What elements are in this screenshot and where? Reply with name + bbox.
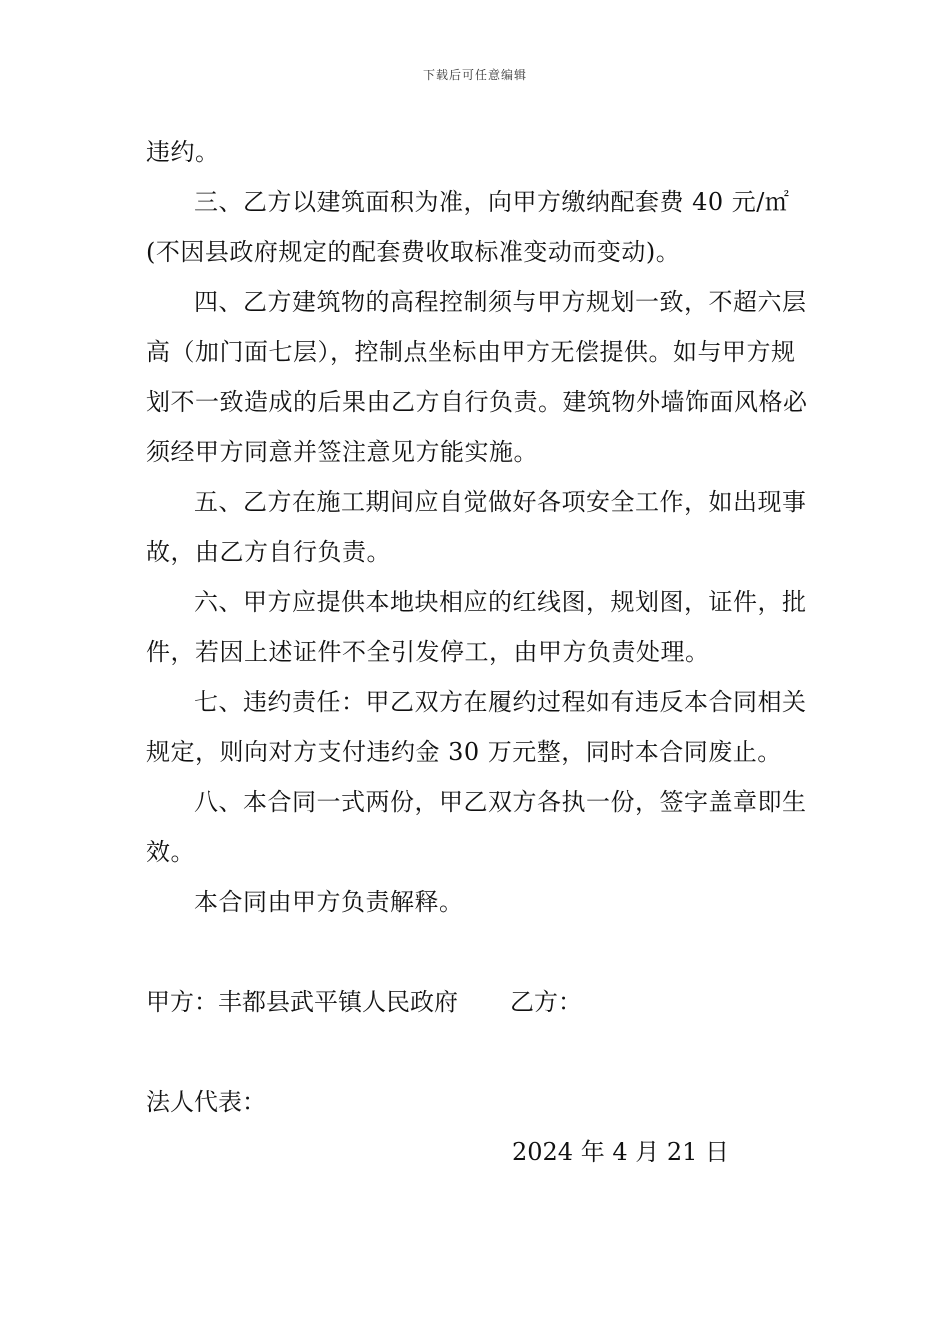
clause-3: 三、乙方以建筑面积为准，向甲方缴纳配套费 40 元/㎡(不因县政府规定的配套费收取标准变动而变动)。: [146, 188, 790, 266]
signing-date: 2024 年 4 月 21 日: [512, 1138, 730, 1166]
signature-parties: [146, 977, 810, 1027]
spacer: [146, 1027, 810, 1077]
clause-5: 五、乙方在施工期间应自觉做好各项安全工作，如出现事故，由乙方自行负责。: [146, 488, 807, 566]
contract-body: [146, 127, 810, 1177]
party-b-label: 乙方：: [510, 988, 582, 1016]
clause-8: 八、本合同一式两份，甲乙双方各执一份，签字盖章即生效。: [146, 788, 807, 866]
interpretation-clause: 本合同由甲方负责解释。: [194, 888, 464, 916]
clause-4: 四、乙方建筑物的高程控制须与甲方规划一致，不超六层高（加门面七层），控制点坐标由甲方无偿提供。如与甲方规划不一致造成的后果由乙方自行负责。建筑物外墙饰面风格必须经甲方同意并签注意见方能实施。: [146, 288, 808, 466]
page-header-note: 下载后可任意编辑: [422, 68, 527, 82]
party-a-label: 甲方：丰都县武平镇人民政府: [146, 988, 458, 1016]
legal-representative-label: 法人代表：: [146, 1088, 266, 1116]
clause-7: 七、违约责任：甲乙双方在履约过程如有违反本合同相关规定，则向对方支付违约金 30 万元整，同时本合同废止。: [146, 688, 807, 766]
spacer: [146, 927, 810, 977]
clause-6: 六、甲方应提供本地块相应的红线图，规划图，证件，批件，若因上述证件不全引发停工，由甲方负责处理。: [146, 588, 807, 666]
clause-continuation: 违约。: [146, 138, 220, 166]
